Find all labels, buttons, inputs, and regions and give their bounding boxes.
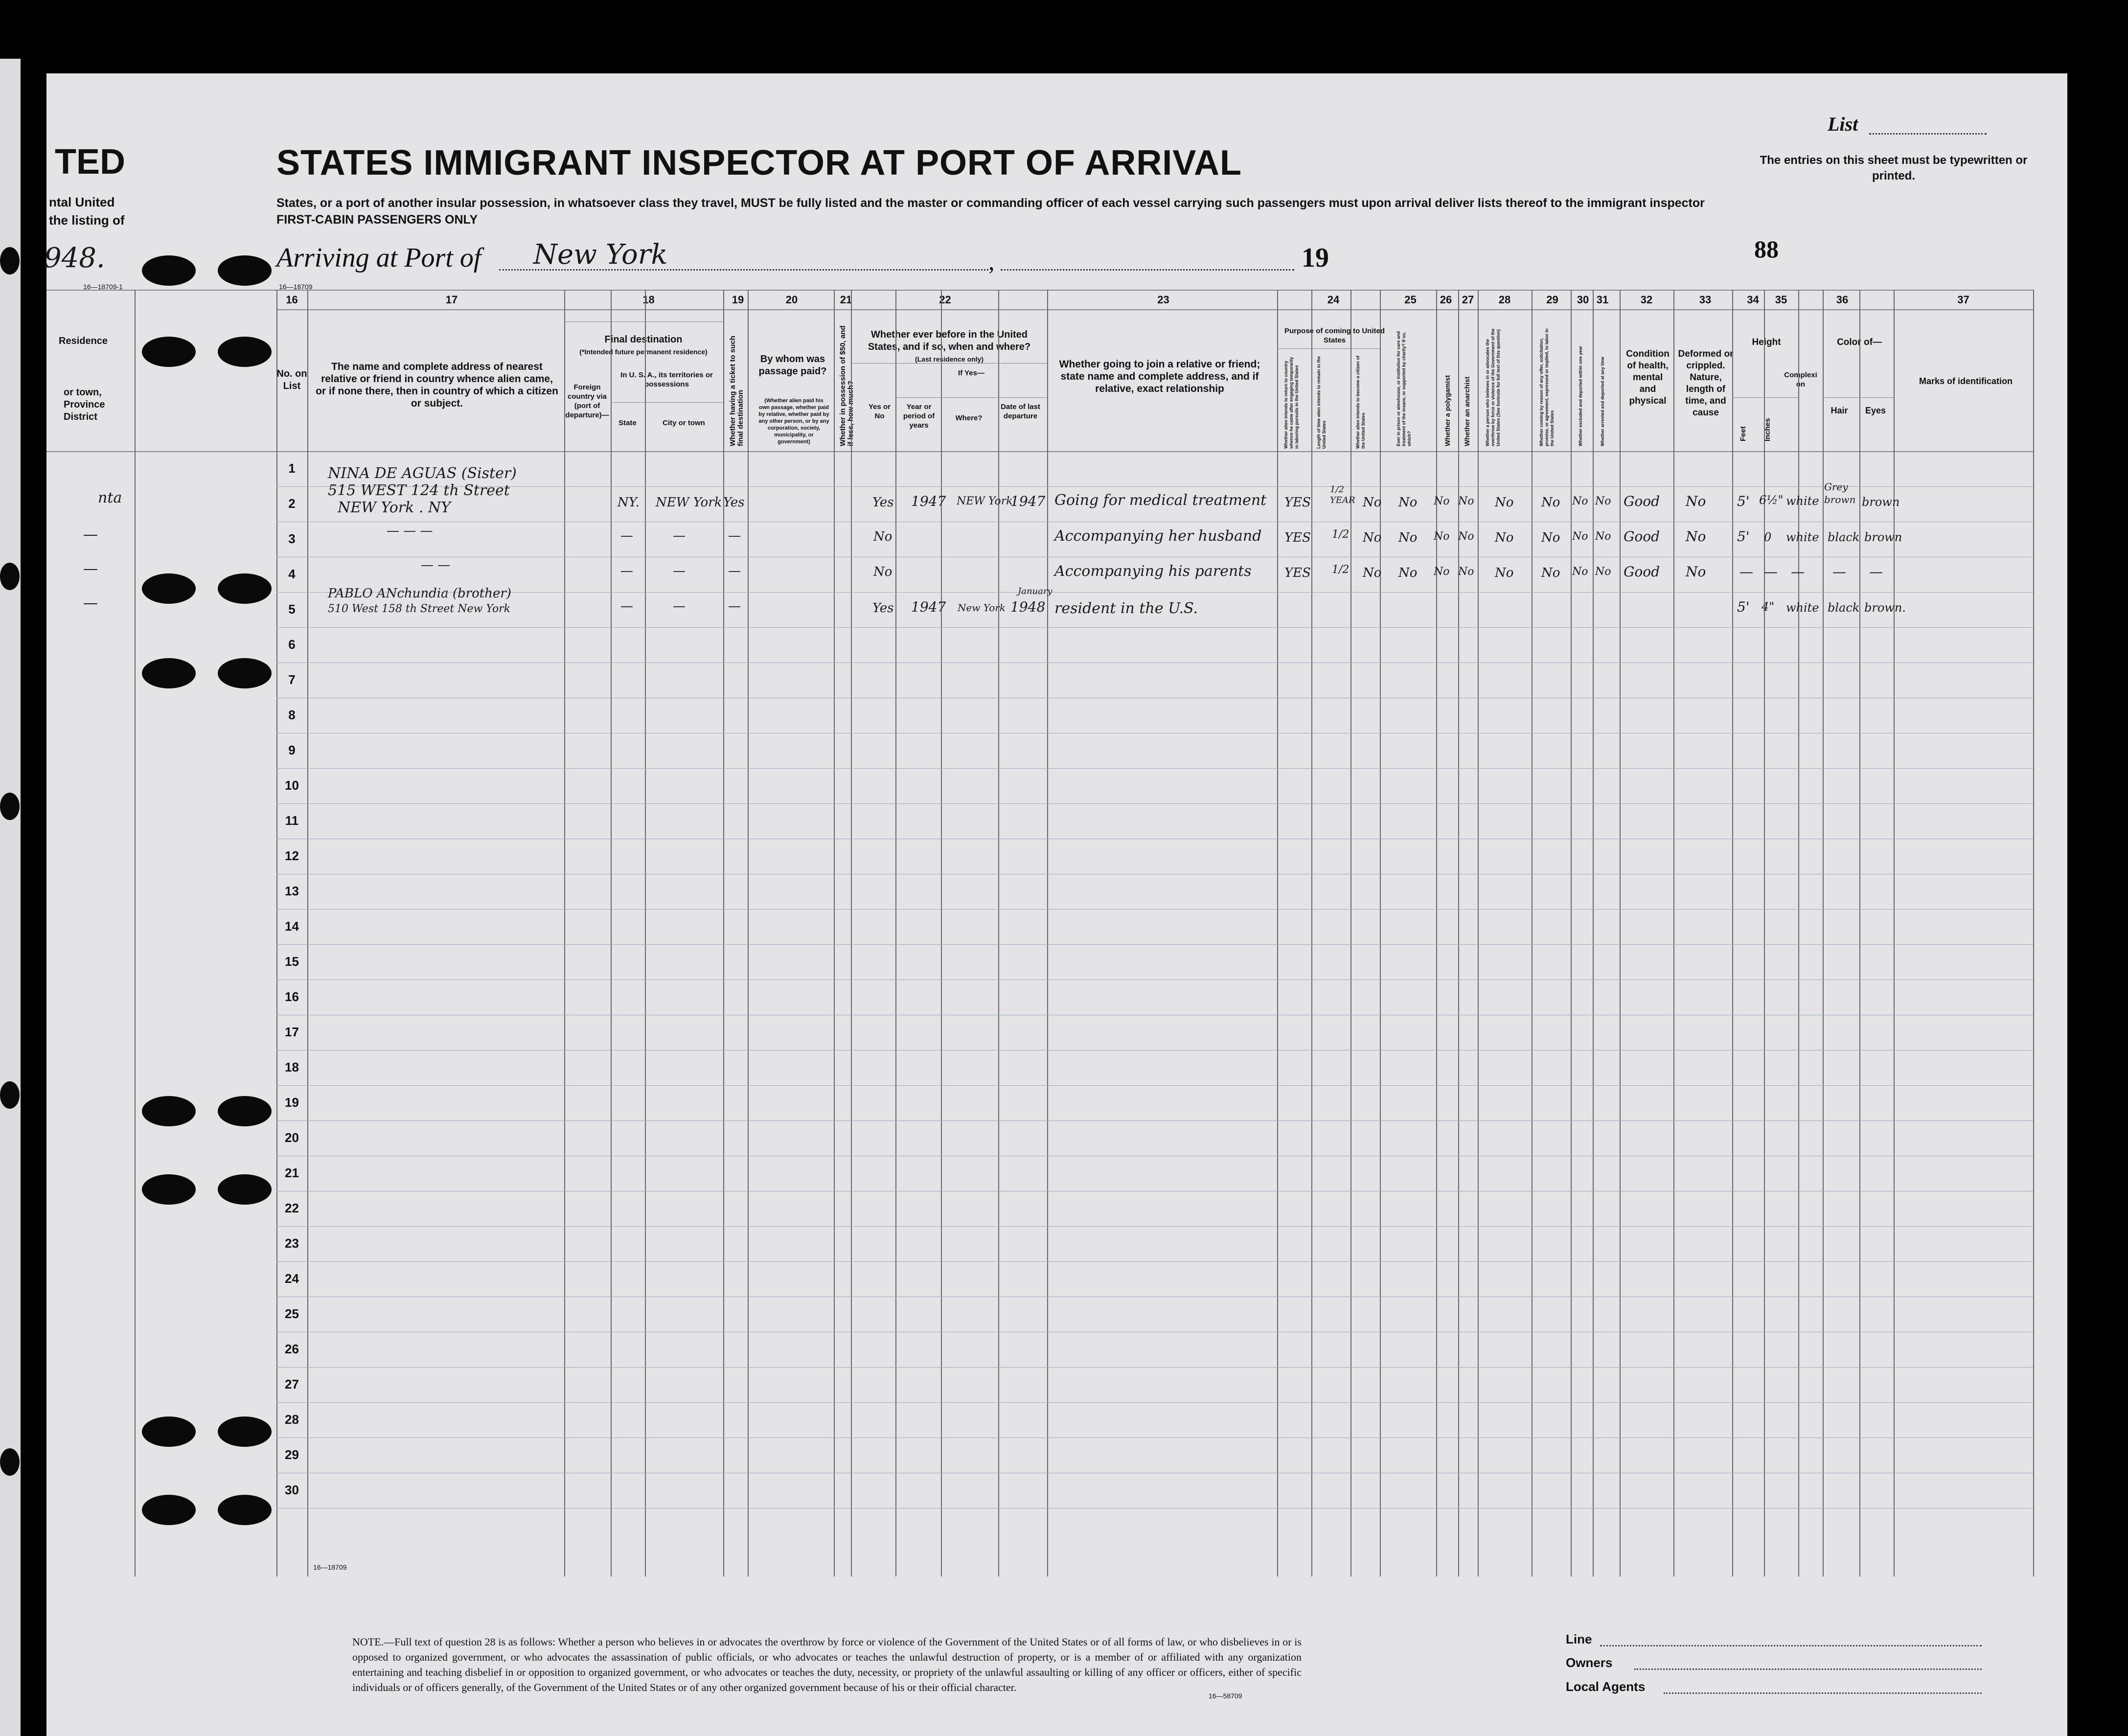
owners-field <box>1634 1668 1982 1670</box>
grid-header-line <box>276 451 2033 452</box>
row-line <box>276 909 2033 910</box>
ticket-cell: — <box>728 564 741 578</box>
column-divider <box>1532 290 1533 1576</box>
header-eyes: Eyes <box>1865 406 1886 415</box>
deformed-cell: No <box>1686 493 1706 509</box>
relative-line: 510 West 158 th Street New York <box>328 603 511 615</box>
left-grid <box>46 290 276 1576</box>
row-number: 28 <box>285 1412 299 1427</box>
row-line <box>276 486 2033 487</box>
header-if-yes: If Yes— <box>958 369 984 377</box>
column-divider <box>1350 290 1351 1576</box>
col-num: 20 <box>785 294 798 306</box>
row-number: 20 <box>285 1130 299 1145</box>
district-label: District <box>64 411 97 422</box>
year-cell: 1947 <box>911 493 946 509</box>
column-divider <box>1571 290 1572 1576</box>
column-divider <box>1478 290 1479 1576</box>
prison-cell: No <box>1398 566 1418 580</box>
col-num: 17 <box>445 294 458 306</box>
header-foreign-country: Foreign country via (port of departure)— <box>565 383 609 419</box>
list-line <box>1869 133 1987 135</box>
hair-cell: black <box>1828 601 1860 615</box>
row-number: 18 <box>285 1060 299 1074</box>
health-cell: Good <box>1624 564 1660 580</box>
col-num: 29 <box>1546 294 1558 306</box>
header-final-destination-note: (*Intended future permanent residence) <box>579 348 708 356</box>
date-cell: 1948 <box>1010 599 1046 615</box>
year-fragment: 948. <box>44 242 105 274</box>
eyes-cell: brown. <box>1864 601 1906 615</box>
residence-row-1: nta <box>98 489 122 506</box>
header-subdivider <box>611 402 723 403</box>
q31-cell: No <box>1595 566 1611 578</box>
header-ever-before-note: (Last residence only) <box>915 355 984 363</box>
column-divider <box>611 290 612 1576</box>
where-cell: NEW York <box>957 495 1013 507</box>
col-num: 30 <box>1577 294 1589 306</box>
left-fragment-2: the listing of <box>49 213 125 228</box>
left-fragment-1: ntal United <box>49 195 115 209</box>
inches-cell: 4" <box>1762 600 1775 614</box>
city-cell: — <box>673 599 686 614</box>
relative-line: — — <box>421 558 451 572</box>
column-divider <box>1823 290 1824 1576</box>
column-divider <box>1311 290 1312 1576</box>
deformed-cell: No <box>1686 528 1706 545</box>
header-subdivider <box>1823 397 1894 398</box>
row-number: 8 <box>288 708 296 722</box>
eyes-cell: brown <box>1862 495 1900 509</box>
header-purpose-a: Whether alien intends to return to country whence he came after engaging temporarily in laboring pursuits in the United States <box>1283 357 1299 449</box>
col-num: 31 <box>1596 294 1609 306</box>
header-color-of: Color of— <box>1837 337 1882 347</box>
row-number: 27 <box>285 1377 299 1392</box>
relative-line: PABLO ANchundia (brother) <box>328 586 511 601</box>
column-divider <box>748 290 749 1576</box>
row-line <box>276 1085 2033 1086</box>
year-cell: 1947 <box>911 599 946 615</box>
entries-note: The entries on this sheet must be typewritten or printed. <box>1760 154 2028 183</box>
purpose-c-cell: No <box>1363 495 1382 510</box>
header-possession-50: Whether in possession of $50, and if less, how much? <box>839 325 855 446</box>
column-divider <box>564 290 565 1576</box>
form-number-bottom: 16—18709 <box>313 1563 347 1571</box>
footnote: NOTE.—Full text of question 28 is as follows: Whether a person who believes in or advocates the overthrow by force or violence of the Government of the United States or of all forms of law, or who disbelieves in or is opposed to organized government, or who advocates the assassination of public officials, or who advocates or teaches the unlawful destruction of property, or is a member of or affiliated with any organization entertaining and teaching disbelief in or opposition to organized government, or who advocates or teaches the duty, necessity, or propriety of the unlawful assaulting or killing of any officer or officers, either of specific individuals or of officers generally, of the Government of the United States or of any other organized government because of his or their official character. <box>352 1636 1302 1693</box>
ever-before-cell: Yes <box>872 601 894 616</box>
row-number: 23 <box>285 1236 299 1251</box>
row-line <box>276 803 2033 804</box>
column-divider <box>851 290 852 1576</box>
joining-cell: Accompanying his parents <box>1054 563 1252 580</box>
inches-cell: — <box>1764 564 1778 580</box>
anarchist-cell: No <box>1458 566 1474 578</box>
row-number: 5 <box>288 602 296 617</box>
header-city: City or town <box>663 419 705 427</box>
city-cell: NEW York <box>656 495 722 510</box>
header-passage-note: (Whether alien paid his own passage, whether paid by relative, whether paid by any other person, or by any corporation, society, municipality, or government) <box>758 398 829 445</box>
agents-label: Local Agents <box>1566 1679 1646 1694</box>
header-complexion: Complexion <box>1784 371 1817 388</box>
feet-cell: — <box>1739 564 1753 580</box>
feet-cell: 5' <box>1737 528 1750 545</box>
ever-before-cell: Yes <box>872 495 894 510</box>
row-number: 12 <box>285 848 299 863</box>
header-marks: Marks of identification <box>1919 376 2013 386</box>
column-divider <box>1277 290 1278 1576</box>
row-number: 3 <box>288 531 296 546</box>
column-divider <box>1458 290 1459 1576</box>
relative-line: NINA DE AGUAS (Sister) <box>328 465 517 482</box>
row-number: 9 <box>288 743 296 757</box>
col-num: 21 <box>840 294 852 306</box>
anarchist-cell: No <box>1458 495 1474 507</box>
column-divider <box>1436 290 1437 1576</box>
comma: , <box>988 248 995 275</box>
header-yes-or-no: Yes or No <box>868 403 891 420</box>
row-number: 1 <box>288 461 296 476</box>
relative-line: 515 WEST 124 th Street <box>328 482 510 499</box>
city-cell: — <box>673 564 686 578</box>
manifest-grid <box>276 290 2033 1576</box>
row-line <box>276 662 2033 663</box>
column-divider <box>1859 290 1860 1576</box>
residence-row-2: — <box>83 526 98 543</box>
punch-hole <box>218 255 272 286</box>
col-num: 18 <box>642 294 655 306</box>
residence-row-3: — <box>83 560 98 577</box>
row-line <box>276 1226 2033 1227</box>
health-cell: Good <box>1624 528 1660 545</box>
purpose-a-cell: YES <box>1284 566 1311 580</box>
ticket-cell: Yes <box>723 495 745 510</box>
polygamist-cell: No <box>1434 530 1450 543</box>
port-value: New York <box>533 239 668 271</box>
row-number: 24 <box>285 1271 299 1286</box>
col-num: 26 <box>1440 294 1452 306</box>
column-divider <box>1593 290 1594 1576</box>
col-num: 36 <box>1836 294 1849 306</box>
header-date-departure: Date of last departure <box>1001 403 1040 420</box>
header-polygamist: Whether a polygamist <box>1443 375 1451 446</box>
header-q30: Whether excluded and deported within one year <box>1578 345 1583 446</box>
ever-before-cell: No <box>873 565 892 579</box>
punch-hole <box>0 1448 20 1476</box>
row-number: 30 <box>285 1483 299 1497</box>
row-line <box>276 1120 2033 1121</box>
row-number: 4 <box>288 567 296 581</box>
header-subdivider <box>564 321 723 322</box>
town-label: or town, <box>64 387 102 398</box>
row-number: 6 <box>288 637 296 652</box>
column-divider <box>834 290 835 1576</box>
relative-line: — — — <box>387 524 433 538</box>
col-num: 37 <box>1957 294 1969 306</box>
col-num: 22 <box>939 294 951 306</box>
header-health: Condition of health, mental and physical <box>1626 349 1670 406</box>
eyes-cell: — <box>1869 564 1883 580</box>
owners-label: Owners <box>1566 1655 1613 1670</box>
eyes-cell: brown <box>1864 530 1902 544</box>
instructions-line-2: FIRST-CABIN PASSENGERS ONLY <box>276 213 478 227</box>
feet-cell: 5' <box>1737 599 1750 615</box>
header-anarchist: Whether an anarchist <box>1463 376 1471 446</box>
q28-cell: No <box>1495 566 1514 580</box>
state-cell: — <box>620 564 633 578</box>
header-joining-relative: Whether going to join a relative or friend; state name and complete address, and if relative, exact relationship <box>1059 359 1260 394</box>
column-divider <box>1798 290 1799 1576</box>
purpose-c-cell: No <box>1363 530 1382 545</box>
instructions-line-1: States, or a port of another insular possession, in whatsoever class they travel, MUST be fully listed and the master or commanding officer of each vessel carrying such passengers must upon arrival deliver lists thereof to the immigrant inspector <box>276 196 1705 210</box>
header-height: Height <box>1752 337 1781 347</box>
line-label: Line <box>1566 1632 1592 1646</box>
complexion-cell: — <box>1791 564 1805 580</box>
row-number: 10 <box>285 778 299 793</box>
header-nearest-relative: The name and complete address of nearest relative or friend in country whence alien came, or if none there, then in country of which a citizen or subject. <box>316 361 558 409</box>
header-subdivider <box>1732 397 1798 398</box>
header-no-on-list: No. on List <box>276 368 307 391</box>
col-num: 25 <box>1404 294 1417 306</box>
column-divider <box>1894 290 1895 1576</box>
complexion-cell: white <box>1786 530 1819 544</box>
header-passage-paid: By whom was passage paid? <box>758 354 827 377</box>
purpose-a-cell: YES <box>1284 530 1311 545</box>
grid-top-line <box>276 290 2033 291</box>
column-divider <box>1620 290 1621 1576</box>
q30-cell: No <box>1572 566 1588 578</box>
list-label: List <box>1828 113 1858 135</box>
residence-row-4: — <box>83 594 98 612</box>
joining-cell: Accompanying her husband <box>1054 527 1262 545</box>
joining-cell: Going for medical treatment <box>1054 492 1267 509</box>
state-cell: NY. <box>618 495 640 510</box>
col-num: 33 <box>1699 294 1712 306</box>
header-q28: Whether a person who believes in or advocates the overthrow by force or violence of the Government of the United States (See footnote for full text of this question) <box>1485 328 1501 446</box>
joining-cell: resident in the U.S. <box>1054 600 1198 617</box>
row-number: 29 <box>285 1447 299 1462</box>
polygamist-cell: No <box>1434 495 1450 507</box>
col-num: 19 <box>732 294 744 306</box>
row-line <box>276 627 2033 628</box>
deformed-cell: No <box>1686 564 1706 580</box>
feet-cell: 5' <box>1737 493 1750 509</box>
row-line <box>276 592 2033 593</box>
row-number: 16 <box>285 989 299 1004</box>
q30-cell: No <box>1572 530 1588 543</box>
header-prison: Ever in prison or almshouse, or institution for care and treatment of the insane, or supported by charity? If so, which? <box>1396 331 1412 446</box>
city-cell: — <box>673 528 686 543</box>
header-hair: Hair <box>1831 406 1848 415</box>
row-number: 19 <box>285 1095 299 1110</box>
punch-hole <box>142 255 196 286</box>
header-purpose-b: Length of time alien intends to remain in the United States <box>1316 356 1327 449</box>
header-inches: Inches <box>1763 418 1772 441</box>
health-cell: Good <box>1624 493 1660 509</box>
header-subdivider <box>895 397 1047 398</box>
anarchist-cell: No <box>1458 530 1474 543</box>
col-num: 27 <box>1462 294 1474 306</box>
ticket-cell: — <box>728 599 741 614</box>
col-num: 16 <box>286 294 298 306</box>
header-state: State <box>618 419 637 427</box>
purpose-c-cell: No <box>1363 566 1382 580</box>
column-divider <box>723 290 724 1576</box>
complexion-cell: white <box>1786 601 1819 615</box>
header-subdivider <box>851 363 1047 364</box>
form-number-note: 16—58709 <box>1209 1692 1242 1700</box>
state-cell: — <box>620 528 633 543</box>
row-number: 26 <box>285 1342 299 1356</box>
column-divider <box>1764 290 1765 1576</box>
header-ticket: Whether having a ticket to such final destination <box>729 336 745 446</box>
row-line <box>276 1402 2033 1403</box>
column-divider <box>1380 290 1381 1576</box>
row-line <box>276 944 2033 945</box>
q30-cell: No <box>1572 495 1588 507</box>
complexion-cell: white <box>1786 494 1819 508</box>
q28-cell: No <box>1495 495 1514 510</box>
column-divider <box>895 290 896 1576</box>
ticket-cell: — <box>728 528 741 543</box>
province-label: Province <box>64 399 105 410</box>
q31-cell: No <box>1595 530 1611 543</box>
hair-cell: black <box>1828 530 1860 544</box>
purpose-b-cell: 1/2 <box>1332 564 1350 576</box>
column-divider <box>1732 290 1733 1576</box>
line-field <box>1600 1645 1982 1646</box>
row-number: 11 <box>285 813 299 828</box>
header-deformed: Deformed or crippled. Nature, length of time, and cause <box>1678 349 1734 418</box>
row-number: 21 <box>285 1165 299 1180</box>
row-number: 14 <box>285 919 299 934</box>
title-fragment-left: TED <box>55 142 125 182</box>
row-number: 13 <box>285 884 299 898</box>
col-num: 23 <box>1157 294 1169 306</box>
date-note-cell: January <box>1018 586 1053 596</box>
adjacent-page-strip <box>0 59 21 1736</box>
punch-hole <box>0 793 20 820</box>
col-num: 24 <box>1327 294 1340 306</box>
q29-cell: No <box>1541 566 1560 580</box>
grid-number-line <box>276 309 2033 310</box>
header-subdivider <box>1277 348 1380 349</box>
row-number: 7 <box>288 672 296 687</box>
header-in-usa: In U. S. A., its territories or possessions <box>620 371 713 388</box>
q29-cell: No <box>1541 530 1560 545</box>
header-q31: Whether arrested and deported at any time <box>1600 356 1605 446</box>
column-divider <box>1673 290 1674 1576</box>
punch-hole <box>0 563 20 590</box>
instructions <box>276 195 1725 228</box>
column-divider <box>645 290 646 1576</box>
column-divider <box>998 290 999 1576</box>
residence-label: Residence <box>59 336 108 346</box>
column-divider <box>307 290 308 1576</box>
col-num: 28 <box>1498 294 1511 306</box>
header-feet: Feet <box>1739 426 1747 441</box>
punch-hole <box>0 247 20 274</box>
col-num: 32 <box>1640 294 1653 306</box>
purpose-a-cell: YES <box>1284 495 1311 510</box>
date-cell: 1947 <box>1010 493 1046 509</box>
page-title: STATES IMMIGRANT INSPECTOR AT PORT OF ARRIVAL <box>276 143 1242 183</box>
agents-field <box>1664 1692 1982 1694</box>
header-q29: Whether coming by reason of any offer, solicitation, promise, or agreement, expressed or implied, to labor in the United States <box>1539 328 1555 446</box>
date-line <box>1001 269 1294 271</box>
column-divider <box>941 290 942 1576</box>
q31-cell: No <box>1595 495 1611 507</box>
row-line <box>276 1367 2033 1368</box>
state-cell: — <box>620 599 633 614</box>
purpose-b-cell: 1/2 <box>1332 528 1350 541</box>
q28-cell: No <box>1495 530 1514 545</box>
polygamist-cell: No <box>1434 566 1450 578</box>
ever-before-cell: No <box>873 529 892 544</box>
purpose-b-cell: 1/2 YEAR <box>1330 484 1355 505</box>
header-purpose: Purpose of coming to United States <box>1284 327 1385 344</box>
row-number: 17 <box>285 1025 299 1039</box>
form-number: 16—18709-1 <box>83 283 123 291</box>
hair-cell: — <box>1832 564 1846 580</box>
col-num: 35 <box>1775 294 1787 306</box>
row-number: 22 <box>285 1201 299 1215</box>
header-year-period: Year or period of years <box>903 403 935 430</box>
prison-cell: No <box>1398 495 1418 510</box>
year-prefix: 19 <box>1302 243 1329 273</box>
row-number: 25 <box>285 1306 299 1321</box>
column-divider <box>1047 290 1048 1576</box>
header-ever-before: Whether ever before in the United States, and if so, when and where? <box>868 329 1031 352</box>
inches-cell: 0 <box>1764 530 1772 544</box>
punch-hole <box>0 1081 20 1109</box>
prison-cell: No <box>1398 530 1418 545</box>
row-number: 2 <box>288 496 296 511</box>
row-line <box>276 1261 2033 1262</box>
col-num: 34 <box>1747 294 1759 306</box>
header-purpose-c: Whether alien intends to become a citizen of the United States <box>1355 355 1366 449</box>
relative-line: NEW York . NY <box>338 499 451 516</box>
row-line <box>276 768 2033 769</box>
q29-cell: No <box>1541 495 1560 510</box>
form-number: 16—18709 <box>279 283 313 291</box>
column-divider <box>2033 290 2034 1576</box>
header-where: Where? <box>955 414 983 422</box>
header-final-destination: Final destination <box>604 334 683 345</box>
inches-cell: 6½" <box>1759 493 1784 507</box>
hair-cell: Grey brown <box>1824 481 1856 505</box>
where-cell: New York <box>958 602 1006 614</box>
sheet-number: 88 <box>1754 235 1779 263</box>
row-line <box>276 1050 2033 1051</box>
arriving-label: Arriving at Port of <box>276 243 481 273</box>
row-number: 15 <box>285 954 299 969</box>
